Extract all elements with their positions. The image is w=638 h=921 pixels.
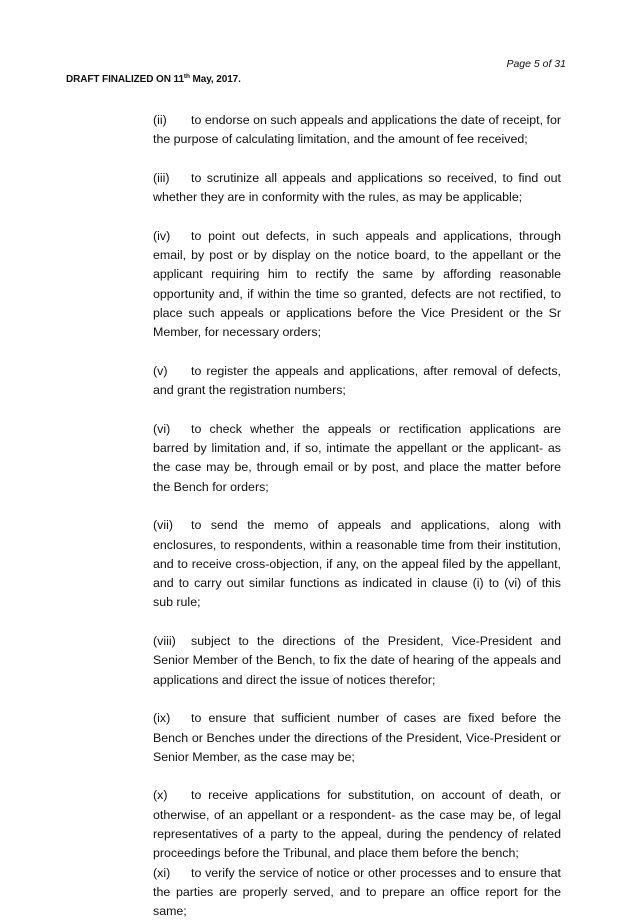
clause-text: to receive applications for substitution, on account of death, or otherwise, of an appellant or a respondent- as the case may be, of legal representatives of a party to the appeal, during the pendency of related proceedings before the Tribunal, and place them before the bench; <box>153 788 561 861</box>
clause-number: (vi) <box>153 421 171 436</box>
clause-text: to scrutinize all appeals and applications so received, to find out whether they are in conformity with the rules, as may be applicable; <box>153 170 561 205</box>
clause-text: to register the appeals and applications, after removal of defects, and grant the registration numbers; <box>153 363 561 398</box>
clause-number: (iii) <box>153 170 170 185</box>
clause-iii <box>153 169 561 208</box>
draft-header-sup: th <box>183 73 190 80</box>
clause-text: to send the memo of appeals and applications, along with enclosures, to respondents, within a reasonable time from their institution, and to receive cross-objection, if any, on the appeal filed by the appellant, and to carry out similar functions as indicated in clause (i) to (vi) of this sub rule; <box>153 518 561 610</box>
clause-number: (x) <box>153 788 168 803</box>
clause-vii <box>153 516 561 612</box>
page-number: Page 5 of 31 <box>506 58 566 70</box>
clause-vi <box>153 420 561 497</box>
clause-viii <box>153 632 561 690</box>
clause-ix <box>153 709 561 767</box>
clause-text: to endorse on such appeals and applications the date of receipt, for the purpose of calculating limitation, and the amount of fee received; <box>153 113 561 147</box>
clause-number: (xi) <box>153 865 171 880</box>
clause-text: to point out defects, in such appeals and applications, through email, by post or by display on the notice board, to the appellant or the applicant requiring him to rectify the same by affording reasonable opportunity and, if within the time so granted, defects are not rectified, to place such appeals or applications before the Vice President or the Sr Member, for necessary orders; <box>153 228 561 340</box>
clause-ii <box>153 111 561 150</box>
clause-x <box>153 786 561 863</box>
draft-header-prefix: DRAFT FINALIZED ON 11 <box>66 74 184 85</box>
clause-xi <box>153 864 561 921</box>
clause-number: (ix) <box>153 711 171 726</box>
draft-header-suffix: May, 2017. <box>189 74 241 85</box>
clause-number: (vii) <box>153 518 173 533</box>
draft-header <box>66 74 241 85</box>
clause-number: (viii) <box>153 634 176 649</box>
clause-v <box>153 362 561 401</box>
clause-text: to ensure that sufficient number of cases are fixed before the Bench or Benches under the directions of the President, Vice-President or Senior Member, as the case may be; <box>153 711 561 764</box>
document-body <box>153 111 561 921</box>
clause-number: (v) <box>153 363 168 378</box>
clause-iv <box>153 227 561 343</box>
clause-number: (iv) <box>153 228 171 243</box>
clause-text: to verify the service of notice or other processes and to ensure that the parties are properly served, and to prepare an office report for the same; <box>153 865 561 919</box>
clause-text: subject to the directions of the President, Vice-President and Senior Member of the Bench, to fix the date of hearing of the appeals and applications and direct the issue of notices therefor; <box>153 634 561 687</box>
clause-text: to check whether the appeals or rectification applications are barred by limitation and, if so, intimate the appellant or the applicant- as the case may be, through email or by post, and place the matter before the Bench for orders; <box>153 421 561 494</box>
clause-number: (ii) <box>153 113 167 127</box>
